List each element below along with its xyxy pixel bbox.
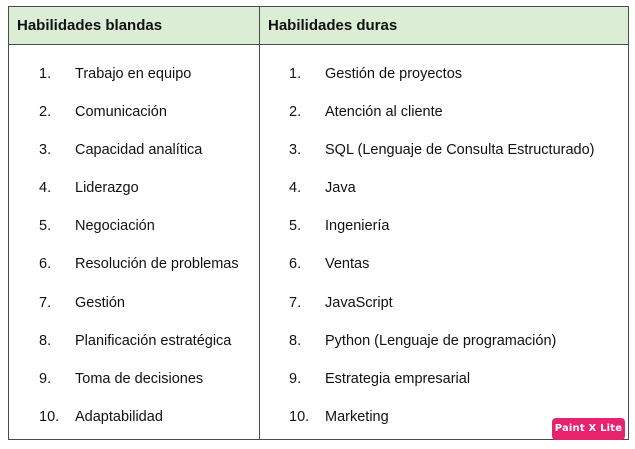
- item-number: 5.: [289, 218, 302, 235]
- list-item: [289, 330, 624, 368]
- table-header-row: [9, 7, 628, 45]
- list-item: [39, 368, 254, 406]
- item-text: Marketing: [325, 408, 389, 425]
- item-text: JavaScript: [325, 294, 393, 311]
- list-item: [39, 63, 254, 101]
- list-item: [289, 63, 624, 101]
- list-item: [39, 177, 254, 215]
- item-number: 10.: [39, 408, 60, 425]
- item-text: Atención al cliente: [325, 104, 443, 121]
- item-number: 3.: [289, 142, 302, 159]
- item-number: 1.: [289, 66, 302, 82]
- item-text: Java: [325, 180, 356, 197]
- column-divider: [259, 7, 260, 439]
- watermark-badge: Paint X Lite: [552, 418, 625, 440]
- item-number: 1.: [39, 66, 52, 82]
- list-item: [39, 253, 254, 291]
- list-item: [289, 215, 624, 253]
- list-item: [39, 330, 254, 368]
- item-number: 4.: [289, 180, 302, 197]
- list-item: [289, 177, 624, 215]
- item-number: 5.: [39, 218, 52, 235]
- list-item: [39, 292, 254, 330]
- item-text: Ingeniería: [325, 218, 390, 235]
- list-item: [289, 253, 624, 291]
- item-number: 2.: [289, 104, 302, 121]
- item-text: Gestión: [75, 294, 125, 311]
- item-number: 4.: [39, 180, 52, 197]
- item-text: SQL (Lenguaje de Consulta Estructurado): [325, 142, 595, 159]
- list-item: [289, 139, 624, 177]
- item-text: Toma de decisiones: [75, 370, 204, 387]
- item-number: 9.: [39, 370, 52, 387]
- item-text: Trabajo en equipo: [75, 66, 192, 82]
- item-text: Adaptabilidad: [75, 408, 163, 425]
- item-text: Estrategia empresarial: [325, 370, 471, 387]
- list-item: [39, 215, 254, 253]
- list-item: [289, 101, 624, 139]
- item-number: 9.: [289, 370, 302, 387]
- item-number: 8.: [289, 332, 302, 349]
- item-text: Resolución de problemas: [75, 256, 239, 273]
- item-number: 7.: [39, 294, 52, 311]
- item-text: Negociación: [75, 218, 155, 235]
- item-number: 2.: [39, 104, 52, 121]
- item-text: Comunicación: [75, 104, 167, 121]
- item-number: 6.: [39, 256, 52, 273]
- item-number: 6.: [289, 256, 302, 273]
- list-item: [289, 368, 624, 406]
- list-item: [39, 139, 254, 177]
- item-text: Python (Lenguaje de programación): [325, 332, 557, 349]
- item-text: Liderazgo: [75, 180, 139, 197]
- list-item: [289, 292, 624, 330]
- hard-skills-list: [289, 63, 624, 444]
- header-soft-skills: Habilidades blandas: [17, 17, 163, 34]
- header-hard-skills: Habilidades duras: [268, 17, 398, 34]
- list-item: [39, 101, 254, 139]
- item-text: Planificación estratégica: [75, 332, 232, 349]
- item-number: 7.: [289, 294, 302, 311]
- item-number: 10.: [289, 408, 310, 425]
- item-number: 8.: [39, 332, 52, 349]
- item-number: 3.: [39, 142, 52, 159]
- item-text: Capacidad analítica: [75, 142, 203, 159]
- item-text: Gestión de proyectos: [325, 66, 463, 82]
- skills-table: [8, 6, 629, 440]
- list-item: [39, 406, 254, 444]
- item-text: Ventas: [325, 256, 370, 273]
- soft-skills-list: [39, 63, 254, 444]
